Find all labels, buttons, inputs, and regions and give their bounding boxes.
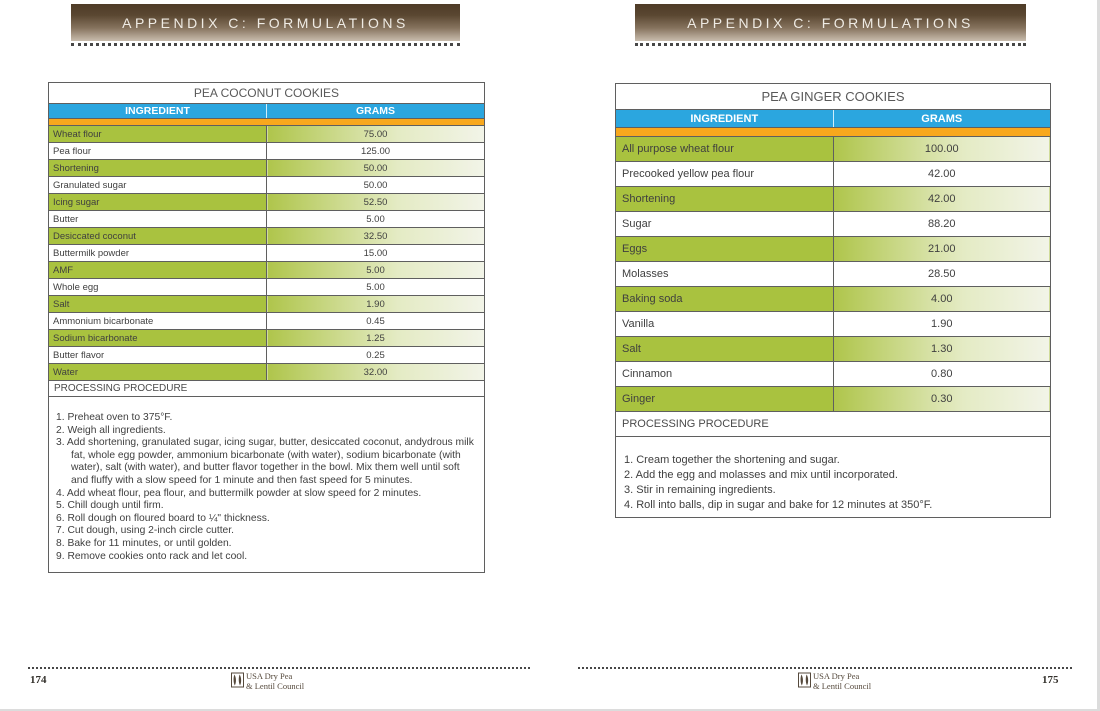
procedure-step: 8. Bake for 11 minutes, or until golden. (56, 537, 232, 549)
procedure-step: 1. Cream together the shortening and sugar. (624, 454, 840, 466)
page-number-left: 174 (30, 674, 47, 686)
recipe-table-pea-coconut-cookies (48, 82, 485, 573)
grams-cell: 88.20 (833, 212, 1051, 237)
table-title-row (49, 83, 485, 104)
ingredient-cell: Sodium bicarbonate (49, 330, 267, 347)
appendix-title: APPENDIX C: FORMULATIONS (687, 14, 974, 31)
ingredient-cell: Salt (616, 337, 834, 362)
table-row (616, 262, 1051, 287)
ingredient-cell: Wheat flour (49, 126, 267, 143)
table-row (49, 211, 485, 228)
grams-cell: 28.50 (833, 262, 1051, 287)
ingredient-cell: Butter flavor (49, 347, 267, 364)
ingredient-cell: Pea flour (49, 143, 267, 160)
ingredient-cell: All purpose wheat flour (616, 137, 834, 162)
grams-cell: 5.00 (267, 262, 485, 279)
table-row (616, 137, 1051, 162)
table-row (49, 296, 485, 313)
appendix-header-bar-right (635, 4, 1026, 41)
column-header-grams: GRAMS (833, 110, 1051, 128)
ingredient-cell: AMF (49, 262, 267, 279)
page-number-right: 175 (1042, 674, 1059, 686)
dotted-separator-left (71, 43, 460, 46)
table-row (49, 313, 485, 330)
ingredient-cell: Eggs (616, 237, 834, 262)
ingredient-cell: Salt (49, 296, 267, 313)
grams-cell: 32.00 (267, 364, 485, 381)
table-row (49, 160, 485, 177)
grams-cell: 4.00 (833, 287, 1051, 312)
table-row (49, 194, 485, 211)
orange-spacer-cell (616, 128, 1051, 137)
usa-dry-pea-lentil-council-logo (231, 672, 304, 693)
table-row (616, 287, 1051, 312)
grams-cell: 1.25 (267, 330, 485, 347)
grams-cell: 75.00 (267, 126, 485, 143)
ingredient-cell: Ginger (616, 387, 834, 412)
grams-cell: 32.50 (267, 228, 485, 245)
table-row (49, 364, 485, 381)
column-header-row (49, 104, 485, 119)
ingredient-cell: Ammonium bicarbonate (49, 313, 267, 330)
grams-cell: 0.80 (833, 362, 1051, 387)
grams-cell: 0.30 (833, 387, 1051, 412)
ingredient-cell: Water (49, 364, 267, 381)
table-row (49, 279, 485, 296)
pea-pod-logo-icon (798, 672, 811, 693)
grams-cell: 1.90 (833, 312, 1051, 337)
table-row (49, 143, 485, 160)
footer-rule-right (578, 667, 1072, 669)
procedure-step: 5. Chill dough until firm. (56, 500, 164, 512)
processing-procedure-label: PROCESSING PROCEDURE (616, 412, 1051, 437)
table-row (49, 330, 485, 347)
logo-text (813, 672, 871, 691)
grams-cell: 1.30 (833, 337, 1051, 362)
grams-cell: 42.00 (833, 162, 1051, 187)
table-row (49, 347, 485, 364)
logo-text-line1: USA Dry Pea (246, 671, 293, 681)
ingredient-cell: Desiccated coconut (49, 228, 267, 245)
orange-spacer-row (616, 128, 1051, 137)
grams-cell: 0.45 (267, 313, 485, 330)
table-row (616, 337, 1051, 362)
grams-cell: 15.00 (267, 245, 485, 262)
procedure-step: 7. Cut dough, using 2-inch circle cutter. (56, 525, 235, 537)
appendix-header-bar-left (71, 4, 460, 41)
grams-cell: 5.00 (267, 211, 485, 228)
column-header-ingredient: INGREDIENT (616, 110, 834, 128)
table-row (616, 187, 1051, 212)
dotted-separator-right (635, 43, 1026, 46)
table-row (616, 162, 1051, 187)
usa-dry-pea-lentil-council-logo (798, 672, 871, 693)
grams-cell: 0.25 (267, 347, 485, 364)
procedure-step: 1. Preheat oven to 375°F. (56, 412, 173, 423)
column-header-grams: GRAMS (267, 104, 485, 119)
procedure-step: 2. Weigh all ingredients. (56, 424, 166, 436)
footer-rule-left (28, 667, 530, 669)
procedure-steps (49, 397, 485, 573)
procedure-steps-row (616, 437, 1051, 518)
ingredient-cell: Icing sugar (49, 194, 267, 211)
logo-text (246, 672, 304, 691)
ingredient-cell: Shortening (616, 187, 834, 212)
processing-procedure-row (616, 412, 1051, 437)
ingredient-cell: Vanilla (616, 312, 834, 337)
recipe-table-pea-ginger-cookies (615, 83, 1051, 518)
procedure-step: 4. Add wheat flour, pea flour, and buttermilk powder at slow speed for 2 minutes. (56, 487, 422, 499)
grams-cell: 21.00 (833, 237, 1051, 262)
ingredient-cell: Sugar (616, 212, 834, 237)
grams-cell: 100.00 (833, 137, 1051, 162)
ingredient-cell: Shortening (49, 160, 267, 177)
procedure-step: 3. Add shortening, granulated sugar, icing sugar, butter, desiccated coconut, andydrous milk fat, whole egg powder, ammonium bicarbonate (with water), sodium bicarbonate (with water), salt (with water), and butter flavor together in the bowl. Mix them well until soft and fluffy with a slow speed for 1 minute and then fast speed for 5 minutes. (56, 437, 474, 486)
procedure-step: 2. Add the egg and molasses and mix until incorporated. (624, 469, 898, 481)
column-header-ingredient: INGREDIENT (49, 104, 267, 119)
procedure-step: 6. Roll dough on floured board to ¼" thickness. (56, 512, 270, 524)
ingredient-cell: Precooked yellow pea flour (616, 162, 834, 187)
grams-cell: 125.00 (267, 143, 485, 160)
logo-text-line2: & Lentil Council (246, 680, 305, 691)
column-header-row (616, 110, 1051, 128)
ingredient-cell: Baking soda (616, 287, 834, 312)
grams-cell: 50.00 (267, 177, 485, 194)
table-row (49, 262, 485, 279)
table-title: PEA GINGER COOKIES (616, 84, 1051, 110)
procedure-step: 4. Roll into balls, dip in sugar and bake for 12 minutes at 350°F. (624, 499, 933, 511)
logo-text-line2: & Lentil Council (813, 680, 872, 691)
ingredient-cell: Buttermilk powder (49, 245, 267, 262)
table-row (49, 245, 485, 262)
orange-spacer-cell (49, 119, 485, 126)
orange-spacer-row (49, 119, 485, 126)
appendix-title: APPENDIX C: FORMULATIONS (122, 14, 409, 31)
table-row (49, 126, 485, 143)
table-row (616, 212, 1051, 237)
table-row (616, 312, 1051, 337)
ingredient-cell: Molasses (616, 262, 834, 287)
table-row (616, 362, 1051, 387)
pea-pod-logo-icon (231, 672, 244, 693)
procedure-steps-row (49, 397, 485, 573)
processing-procedure-row (49, 381, 485, 397)
ingredient-cell: Cinnamon (616, 362, 834, 387)
processing-procedure-label: PROCESSING PROCEDURE (49, 381, 485, 397)
ingredient-cell: Whole egg (49, 279, 267, 296)
table-row (616, 237, 1051, 262)
ingredient-cell: Butter (49, 211, 267, 228)
procedure-step: 3. Stir in remaining ingredients. (624, 484, 776, 496)
procedure-step: 9. Remove cookies onto rack and let cool. (56, 550, 248, 562)
grams-cell: 1.90 (267, 296, 485, 313)
table-title-row (616, 84, 1051, 110)
procedure-steps (616, 437, 1051, 518)
ingredient-cell: Granulated sugar (49, 177, 267, 194)
grams-cell: 5.00 (267, 279, 485, 296)
table-row (616, 387, 1051, 412)
table-row (49, 228, 485, 245)
grams-cell: 50.00 (267, 160, 485, 177)
grams-cell: 42.00 (833, 187, 1051, 212)
table-title: PEA COCONUT COOKIES (49, 83, 485, 104)
grams-cell: 52.50 (267, 194, 485, 211)
table-row (49, 177, 485, 194)
logo-text-line1: USA Dry Pea (813, 671, 860, 681)
